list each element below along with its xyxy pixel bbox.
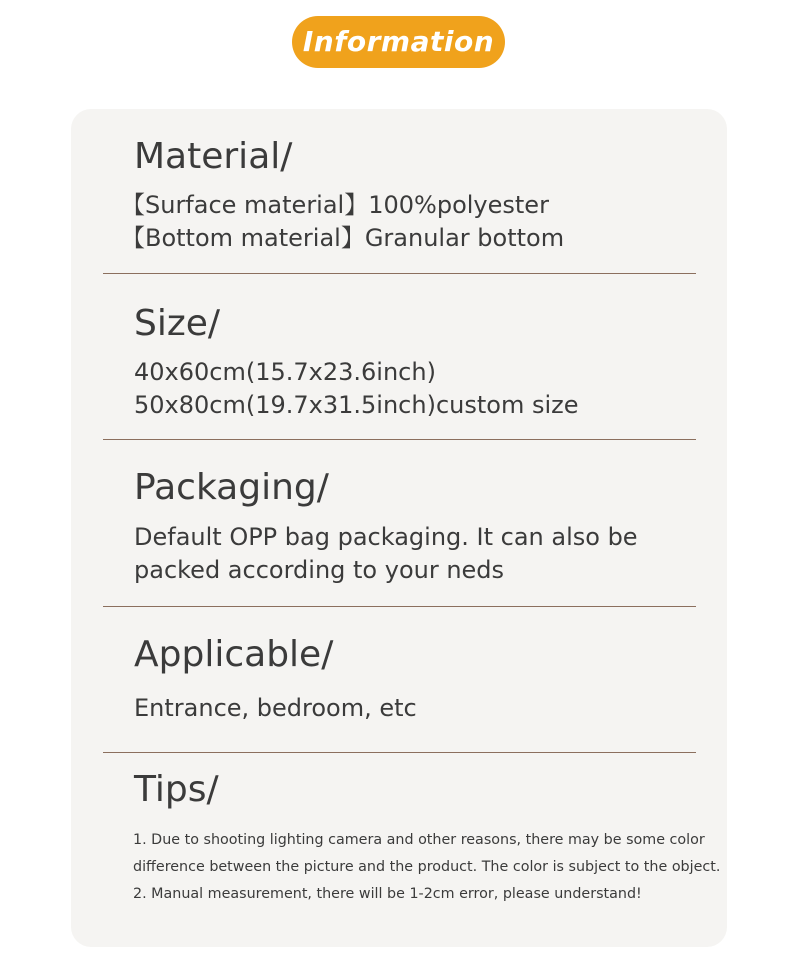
size-title: Size/ [134,303,221,344]
tip-line-1: 1. Due to shooting lighting camera and other reasons, there may be some color [133,832,705,848]
material-title: Material/ [134,136,293,177]
divider [103,606,696,607]
divider [103,439,696,440]
size-line-1: 40x60cm(15.7x23.6inch) [134,358,436,386]
applicable-line: Entrance, bedroom, etc [134,694,417,722]
applicable-title: Applicable/ [134,634,334,675]
divider [103,752,696,753]
packaging-line-1: Default OPP bag packaging. It can also be [134,523,638,551]
packaging-title: Packaging/ [134,467,329,508]
information-card [71,109,727,947]
tips-title: Tips/ [134,769,219,810]
material-bottom-line: 【Bottom material】Granular bottom [121,224,565,252]
information-badge: Information [292,16,505,68]
tip-line-2: difference between the picture and the product. The color is subject to the object. [133,859,721,875]
divider [103,273,696,274]
size-line-2: 50x80cm(19.7x31.5inch)custom size [134,391,579,419]
tip-line-3: 2. Manual measurement, there will be 1-2cm error, please understand! [133,886,642,902]
material-surface-line: 【Surface material】100%polyester [121,191,549,219]
packaging-line-2: packed according to your neds [134,556,505,584]
